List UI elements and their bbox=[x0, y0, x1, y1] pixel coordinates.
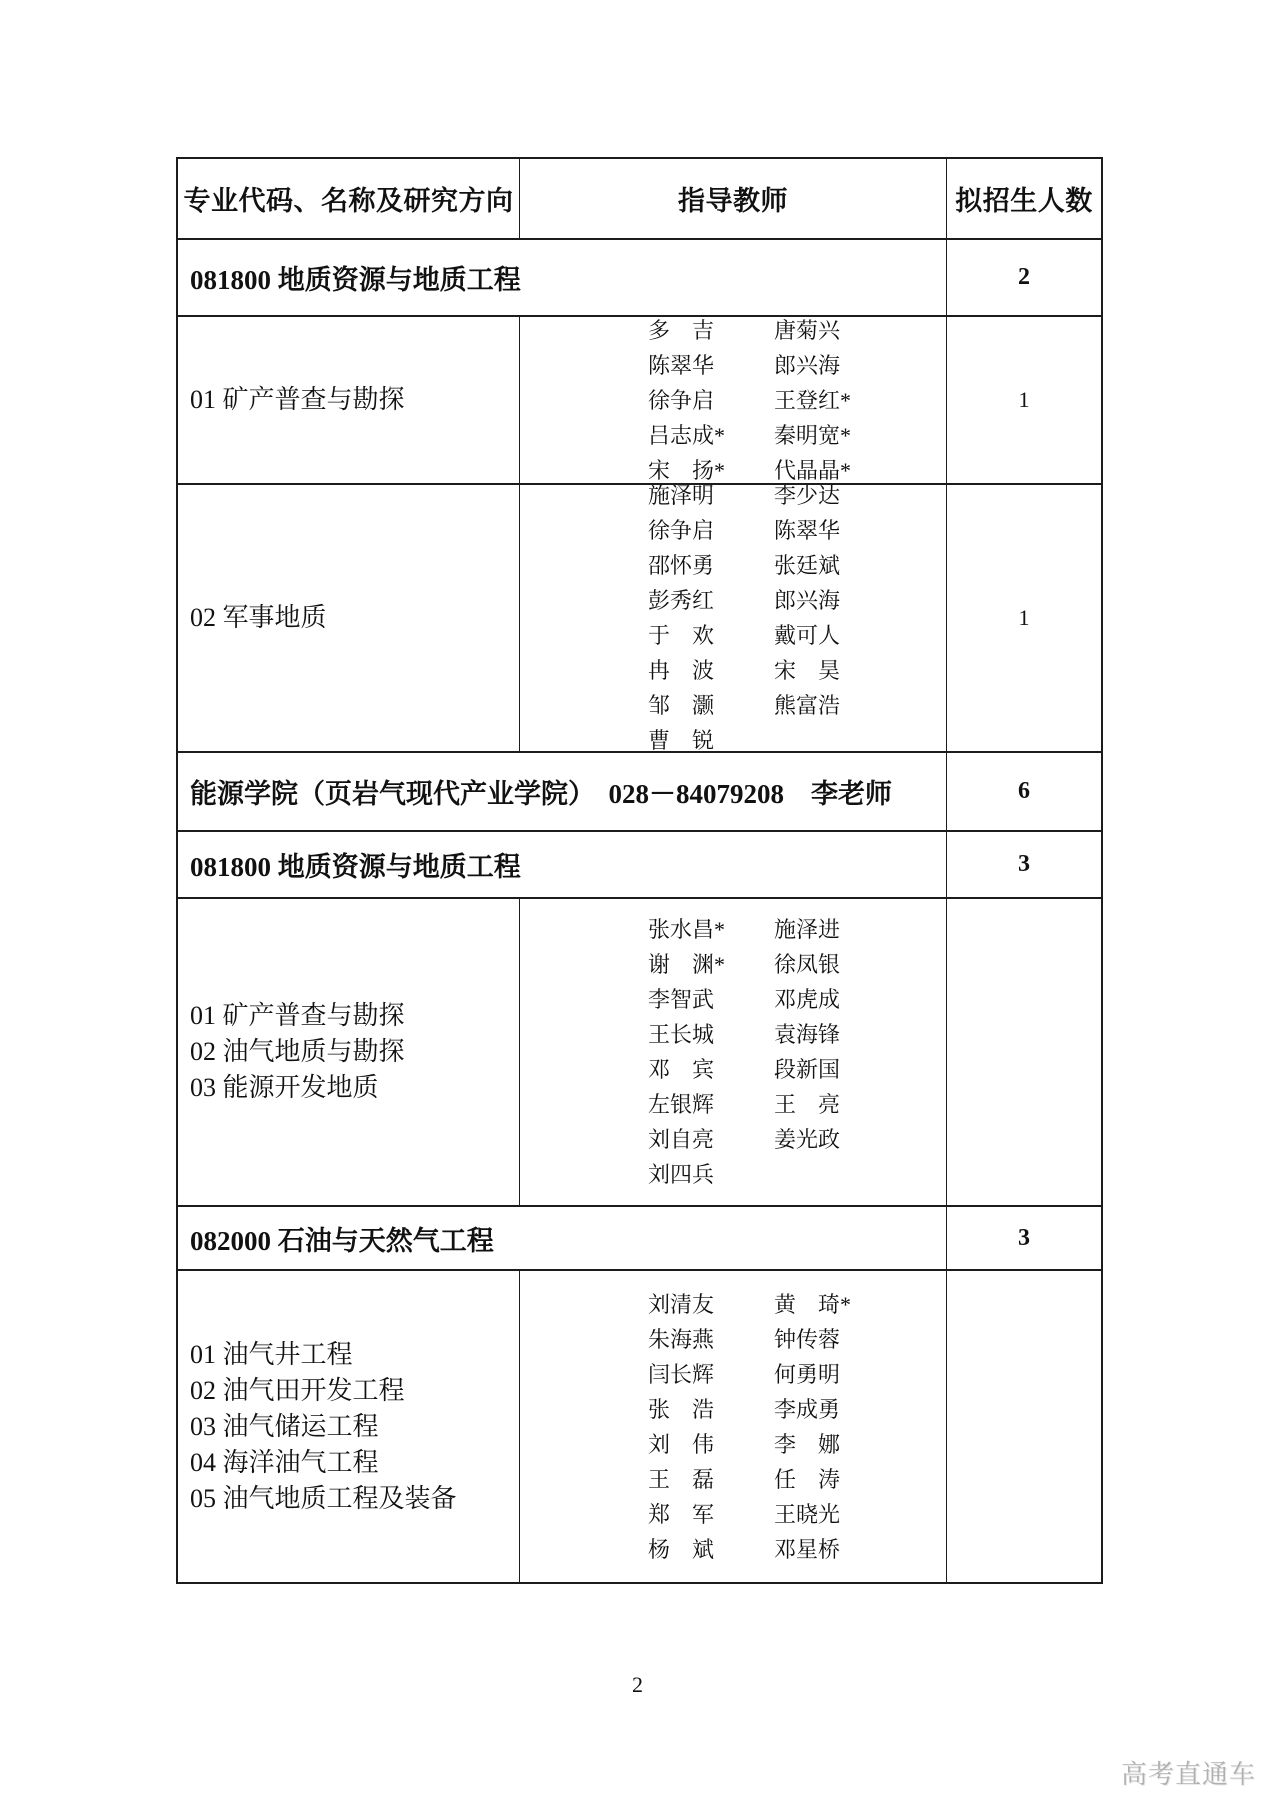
advisor-name: 曹 锐 bbox=[648, 728, 715, 751]
advisor-line bbox=[648, 688, 946, 723]
enrollment-count-cell: 2 bbox=[1018, 264, 1030, 290]
advisor-name: 王长城 bbox=[648, 1022, 715, 1047]
advisor-line bbox=[648, 1017, 946, 1052]
advisor-name: 闫长辉 bbox=[648, 1361, 715, 1387]
advisor-name: 朱海燕 bbox=[648, 1326, 715, 1352]
advisor-name: 刘清友 bbox=[648, 1291, 715, 1317]
page-number: 2 bbox=[632, 1672, 643, 1697]
table-row bbox=[178, 1271, 1101, 1582]
direction-cell bbox=[178, 317, 520, 483]
advisor-name: 张 浩 bbox=[648, 1396, 715, 1422]
direction-cell bbox=[178, 899, 520, 1205]
direction-label: 04 海洋油气工程 bbox=[190, 1447, 379, 1477]
enrollment-count-cell: 1 bbox=[1018, 605, 1030, 630]
advisor-line bbox=[648, 383, 946, 418]
advisor-name: 邓 宾 bbox=[648, 1057, 715, 1082]
direction-label: 02 油气田开发工程 bbox=[190, 1375, 405, 1405]
admissions-table bbox=[176, 157, 1103, 1584]
table-row bbox=[178, 240, 1101, 317]
advisor-name: 张水昌* bbox=[648, 917, 726, 942]
advisor-line bbox=[648, 513, 946, 548]
advisor-name: 秦明宽* bbox=[774, 422, 852, 448]
advisor-name: 郑 军 bbox=[648, 1501, 715, 1527]
advisor-name: 于 欢 bbox=[648, 623, 715, 648]
table-row bbox=[178, 485, 1101, 753]
direction-label: 01 矿产普查与勘探 bbox=[190, 385, 405, 414]
advisor-name: 彭秀红 bbox=[648, 588, 715, 613]
advisor-name: 邹 灏 bbox=[648, 693, 715, 718]
advisor-name: 代晶晶* bbox=[774, 457, 852, 483]
program-label-cell: 082000 石油与天然气工程 bbox=[178, 1207, 947, 1269]
advisor-name: 王 亮 bbox=[774, 1092, 841, 1117]
advisor-name: 陈翠华 bbox=[774, 518, 841, 543]
table-header-row bbox=[178, 159, 1101, 240]
advisor-name: 李 娜 bbox=[774, 1431, 841, 1457]
table-row bbox=[178, 317, 1101, 485]
header-advisors-column: 指导教师 bbox=[520, 159, 947, 238]
advisor-line bbox=[648, 548, 946, 583]
advisor-name: 徐争启 bbox=[648, 518, 715, 543]
advisor-name: 王晓光 bbox=[774, 1501, 841, 1527]
advisor-line bbox=[648, 1322, 946, 1357]
advisor-name: 邓星桥 bbox=[774, 1536, 841, 1562]
enrollment-count-cell: 6 bbox=[1018, 778, 1030, 804]
advisor-line bbox=[648, 1532, 946, 1567]
table-row bbox=[178, 1207, 1101, 1271]
direction-cell bbox=[178, 485, 520, 751]
advisor-line bbox=[648, 723, 946, 751]
advisor-name: 徐争启 bbox=[648, 387, 715, 413]
advisor-name: 刘 伟 bbox=[648, 1431, 715, 1457]
advisor-name: 左银辉 bbox=[648, 1092, 715, 1117]
advisor-line bbox=[648, 418, 946, 453]
direction-cell bbox=[178, 1271, 520, 1582]
advisor-name: 刘自亮 bbox=[648, 1127, 715, 1152]
college-label-cell: 能源学院（页岩气现代产业学院） 028－84079208 李老师 bbox=[178, 753, 947, 830]
advisors-cell bbox=[520, 317, 947, 483]
enrollment-count-cell bbox=[947, 899, 1101, 1205]
direction-label: 03 能源开发地质 bbox=[190, 1073, 379, 1102]
enrollment-count-cell: 1 bbox=[1018, 387, 1030, 412]
advisor-name: 施泽进 bbox=[774, 917, 841, 942]
advisor-name: 杨 斌 bbox=[648, 1536, 715, 1562]
direction-label: 03 油气储运工程 bbox=[190, 1411, 379, 1441]
advisor-name: 张廷斌 bbox=[774, 553, 841, 578]
advisor-line bbox=[648, 1087, 946, 1122]
advisor-name: 邓虎成 bbox=[774, 987, 841, 1012]
advisor-line bbox=[648, 317, 946, 348]
program-label-cell: 081800 地质资源与地质工程 bbox=[178, 832, 947, 897]
enrollment-count-cell: 3 bbox=[1018, 1224, 1030, 1251]
advisor-line bbox=[648, 982, 946, 1017]
advisor-name: 吕志成* bbox=[648, 422, 726, 448]
advisor-name: 宋 扬* bbox=[648, 457, 726, 483]
direction-label: 02 军事地质 bbox=[190, 603, 327, 632]
advisor-name: 何勇明 bbox=[774, 1361, 841, 1387]
advisor-line bbox=[648, 485, 946, 513]
advisor-name: 任 涛 bbox=[774, 1466, 841, 1492]
advisor-line bbox=[648, 1287, 946, 1322]
advisor-name: 黄 琦* bbox=[774, 1291, 852, 1317]
advisor-line bbox=[648, 453, 946, 484]
advisor-line bbox=[648, 1052, 946, 1087]
advisor-name: 徐凤银 bbox=[774, 952, 841, 977]
advisor-name: 王登红* bbox=[774, 387, 852, 413]
advisor-name: 王 磊 bbox=[648, 1466, 715, 1492]
table-row bbox=[178, 753, 1101, 832]
advisor-name: 唐菊兴 bbox=[774, 317, 841, 343]
advisor-name: 郎兴海 bbox=[774, 352, 841, 378]
advisor-name: 谢 渊* bbox=[648, 952, 726, 977]
header-major-column: 专业代码、名称及研究方向 bbox=[178, 159, 520, 238]
table-row bbox=[178, 899, 1101, 1207]
direction-label: 05 油气地质工程及装备 bbox=[190, 1483, 457, 1513]
advisor-name: 李智武 bbox=[648, 987, 715, 1012]
direction-label: 01 矿产普查与勘探 bbox=[190, 1001, 405, 1030]
advisor-line bbox=[648, 912, 946, 947]
advisors-cell bbox=[520, 485, 947, 751]
direction-label: 02 油气地质与勘探 bbox=[190, 1037, 405, 1066]
advisor-name: 郎兴海 bbox=[774, 588, 841, 613]
advisor-name: 熊富浩 bbox=[774, 693, 841, 718]
header-enrollment-column: 拟招生人数 bbox=[955, 186, 1093, 216]
enrollment-count-cell bbox=[947, 1271, 1101, 1582]
advisor-line bbox=[648, 947, 946, 982]
advisor-line bbox=[648, 348, 946, 383]
direction-label: 01 油气井工程 bbox=[190, 1339, 353, 1369]
advisor-name: 袁海锋 bbox=[774, 1022, 841, 1047]
advisor-line bbox=[648, 1462, 946, 1497]
advisor-line bbox=[648, 653, 946, 688]
advisor-name: 施泽明 bbox=[648, 485, 715, 508]
advisor-name: 刘四兵 bbox=[648, 1162, 715, 1187]
advisor-name: 戴可人 bbox=[774, 623, 841, 648]
watermark: 高考直通车 bbox=[1120, 1759, 1256, 1789]
advisor-name: 冉 波 bbox=[648, 658, 715, 683]
advisor-name: 钟传蓉 bbox=[774, 1326, 841, 1352]
advisor-name: 姜光政 bbox=[774, 1127, 841, 1152]
advisor-line bbox=[648, 1497, 946, 1532]
advisor-line bbox=[648, 1157, 946, 1192]
advisor-line bbox=[648, 1427, 946, 1462]
advisor-name: 多 吉 bbox=[648, 317, 715, 343]
advisor-name: 段新国 bbox=[774, 1057, 841, 1082]
advisor-line bbox=[648, 1392, 946, 1427]
advisor-line bbox=[648, 1357, 946, 1392]
advisor-name: 李成勇 bbox=[774, 1396, 841, 1422]
advisor-name: 李少达 bbox=[774, 485, 841, 508]
enrollment-count-cell: 3 bbox=[1018, 851, 1030, 877]
table-row bbox=[178, 832, 1101, 899]
advisor-name: 邵怀勇 bbox=[648, 553, 715, 578]
advisor-name: 宋 昊 bbox=[774, 658, 841, 683]
advisor-line bbox=[648, 583, 946, 618]
program-label-cell: 081800 地质资源与地质工程 bbox=[178, 240, 947, 315]
advisor-line bbox=[648, 1122, 946, 1157]
advisor-line bbox=[648, 618, 946, 653]
advisor-name: 陈翠华 bbox=[648, 352, 715, 378]
table-body bbox=[178, 240, 1101, 1582]
advisors-cell bbox=[520, 899, 947, 1205]
advisors-cell bbox=[520, 1271, 947, 1582]
